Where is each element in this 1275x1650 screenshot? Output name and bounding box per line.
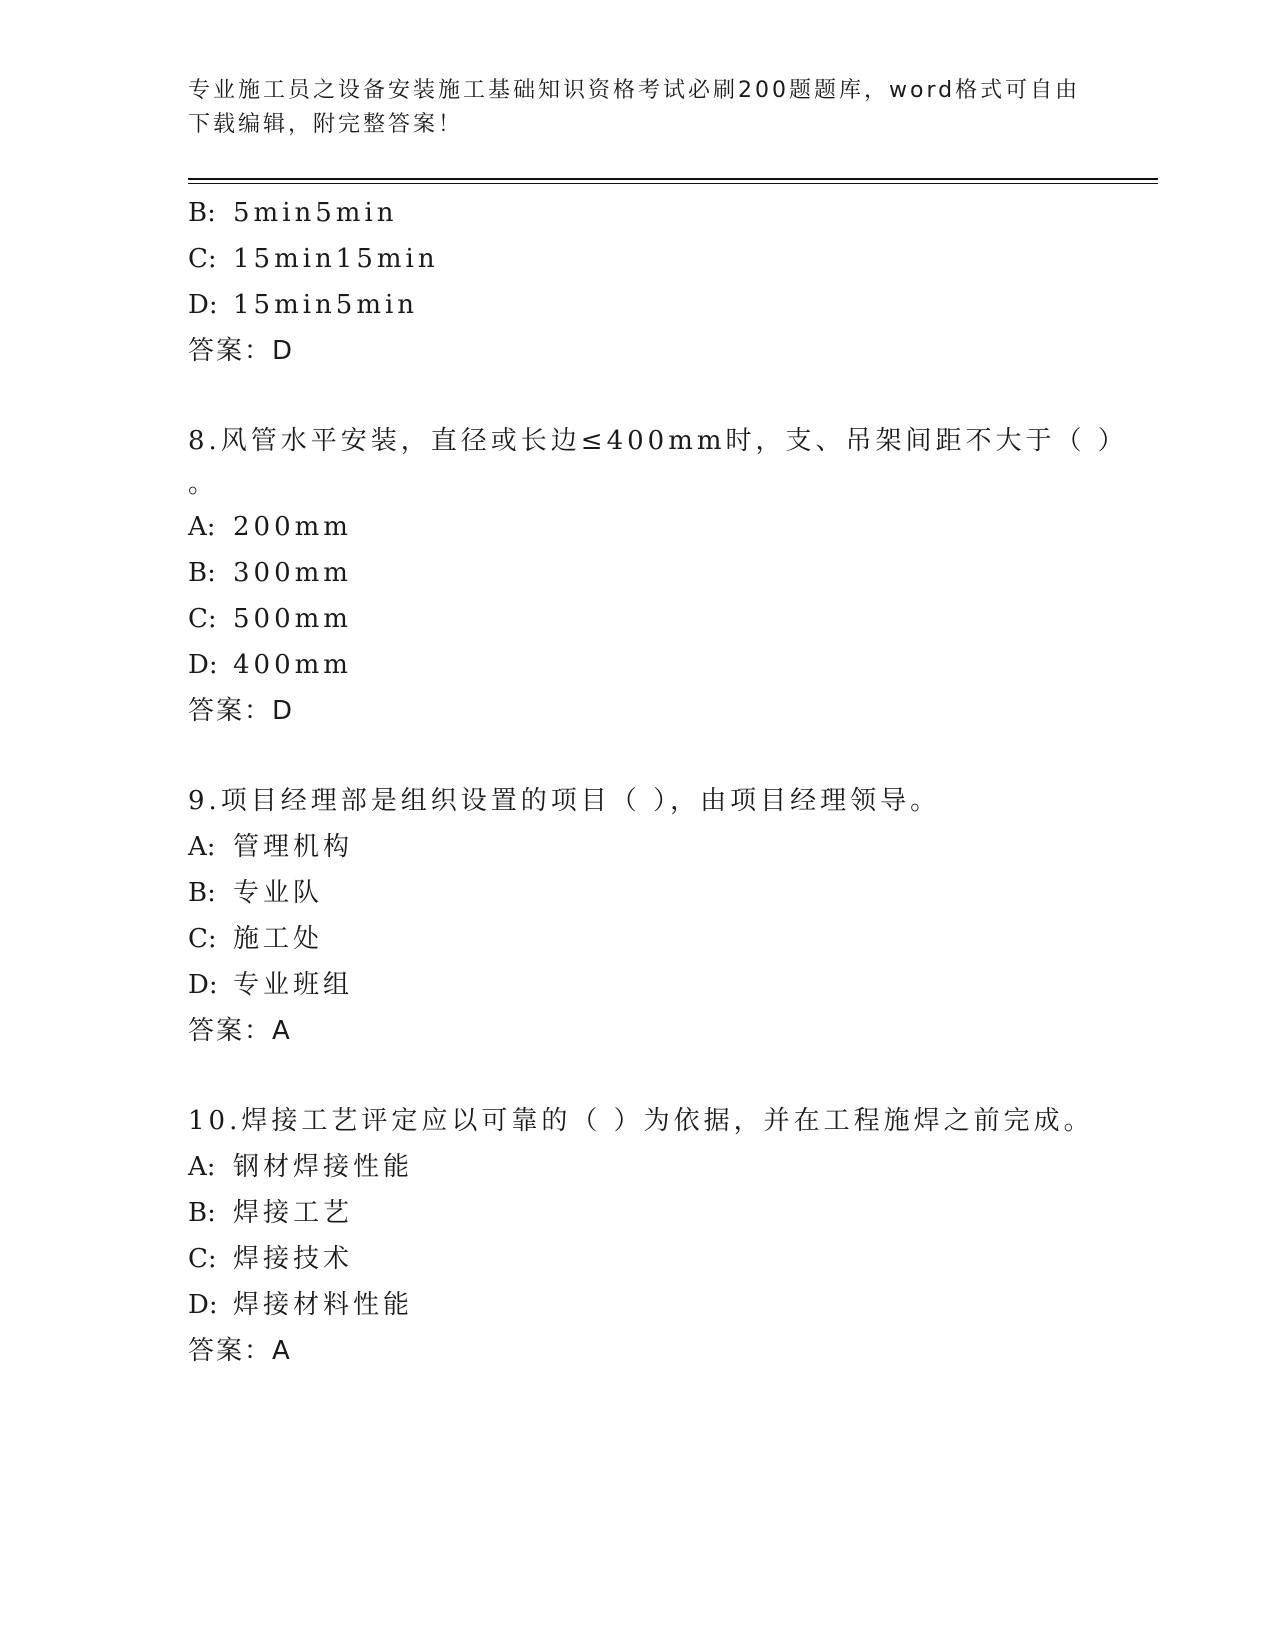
option-b (188, 870, 1148, 916)
option-d (188, 962, 1148, 1008)
option-text: 400mm (233, 650, 352, 680)
question-text: 10.焊接工艺评定应以可靠的（ ）为依据，并在工程施焊之前完成。 (188, 1106, 1094, 1136)
question-8 (188, 418, 1148, 734)
option-text: 专业队 (233, 878, 324, 908)
answer-line: 答案：D (188, 336, 295, 366)
option-text: 300mm (233, 558, 352, 588)
option-b (188, 550, 1148, 596)
option-d (188, 642, 1148, 688)
question-text: 9.项目经理部是组织设置的项目（ ），由项目经理领导。 (188, 786, 941, 816)
option-label: A: (188, 832, 216, 862)
option-d (188, 282, 1148, 328)
option-b (188, 1190, 1148, 1236)
option-b (188, 190, 1148, 236)
option-text: 焊接材料性能 (233, 1290, 414, 1320)
option-text: 15min15min (233, 244, 439, 274)
header-line-2: 下载编辑，附完整答案！ (188, 112, 464, 137)
question-10 (188, 1098, 1148, 1374)
question-list (188, 190, 1148, 1374)
option-label: B: (188, 878, 216, 908)
option-label: D: (188, 970, 218, 1000)
option-label: D: (188, 290, 218, 320)
answer-line: 答案：A (188, 1016, 292, 1046)
option-text: 5min5min (233, 198, 398, 228)
question-7 (188, 190, 1148, 374)
option-label: C: (188, 604, 217, 634)
option-text: 施工处 (233, 924, 324, 954)
option-label: D: (188, 1290, 218, 1320)
option-label: C: (188, 924, 217, 954)
question-text-continued: 。 (188, 469, 219, 499)
option-text: 500mm (233, 604, 352, 634)
option-c (188, 236, 1148, 282)
answer-line: 答案：D (188, 696, 295, 726)
option-a (188, 824, 1148, 870)
answer-line: 答案：A (188, 1336, 292, 1366)
option-a (188, 1144, 1148, 1190)
document-header (188, 74, 1088, 142)
option-label: D: (188, 650, 218, 680)
option-c (188, 916, 1148, 962)
option-label: B: (188, 558, 216, 588)
option-text: 管理机构 (233, 832, 354, 862)
option-c (188, 1236, 1148, 1282)
option-label: A: (188, 1152, 216, 1182)
option-label: C: (188, 244, 217, 274)
option-text: 焊接工艺 (233, 1198, 354, 1228)
question-text: 8.风管水平安装，直径或长边≤400mm时，支、吊架间距不大于（ ） (188, 426, 1128, 456)
header-line-1: 专业施工员之设备安装施工基础知识资格考试必刷200题题库，word格式可自由 (188, 78, 1081, 103)
option-label: C: (188, 1244, 217, 1274)
option-c (188, 596, 1148, 642)
header-divider (188, 178, 1158, 184)
question-9 (188, 778, 1148, 1054)
option-d (188, 1282, 1148, 1328)
option-text: 专业班组 (233, 970, 354, 1000)
option-text: 15min5min (233, 290, 419, 320)
option-text: 200mm (233, 512, 352, 542)
option-label: A: (188, 512, 216, 542)
option-label: B: (188, 1198, 216, 1228)
option-a (188, 504, 1148, 550)
option-text: 钢材焊接性能 (233, 1152, 414, 1182)
option-text: 焊接技术 (233, 1244, 354, 1274)
option-label: B: (188, 198, 216, 228)
